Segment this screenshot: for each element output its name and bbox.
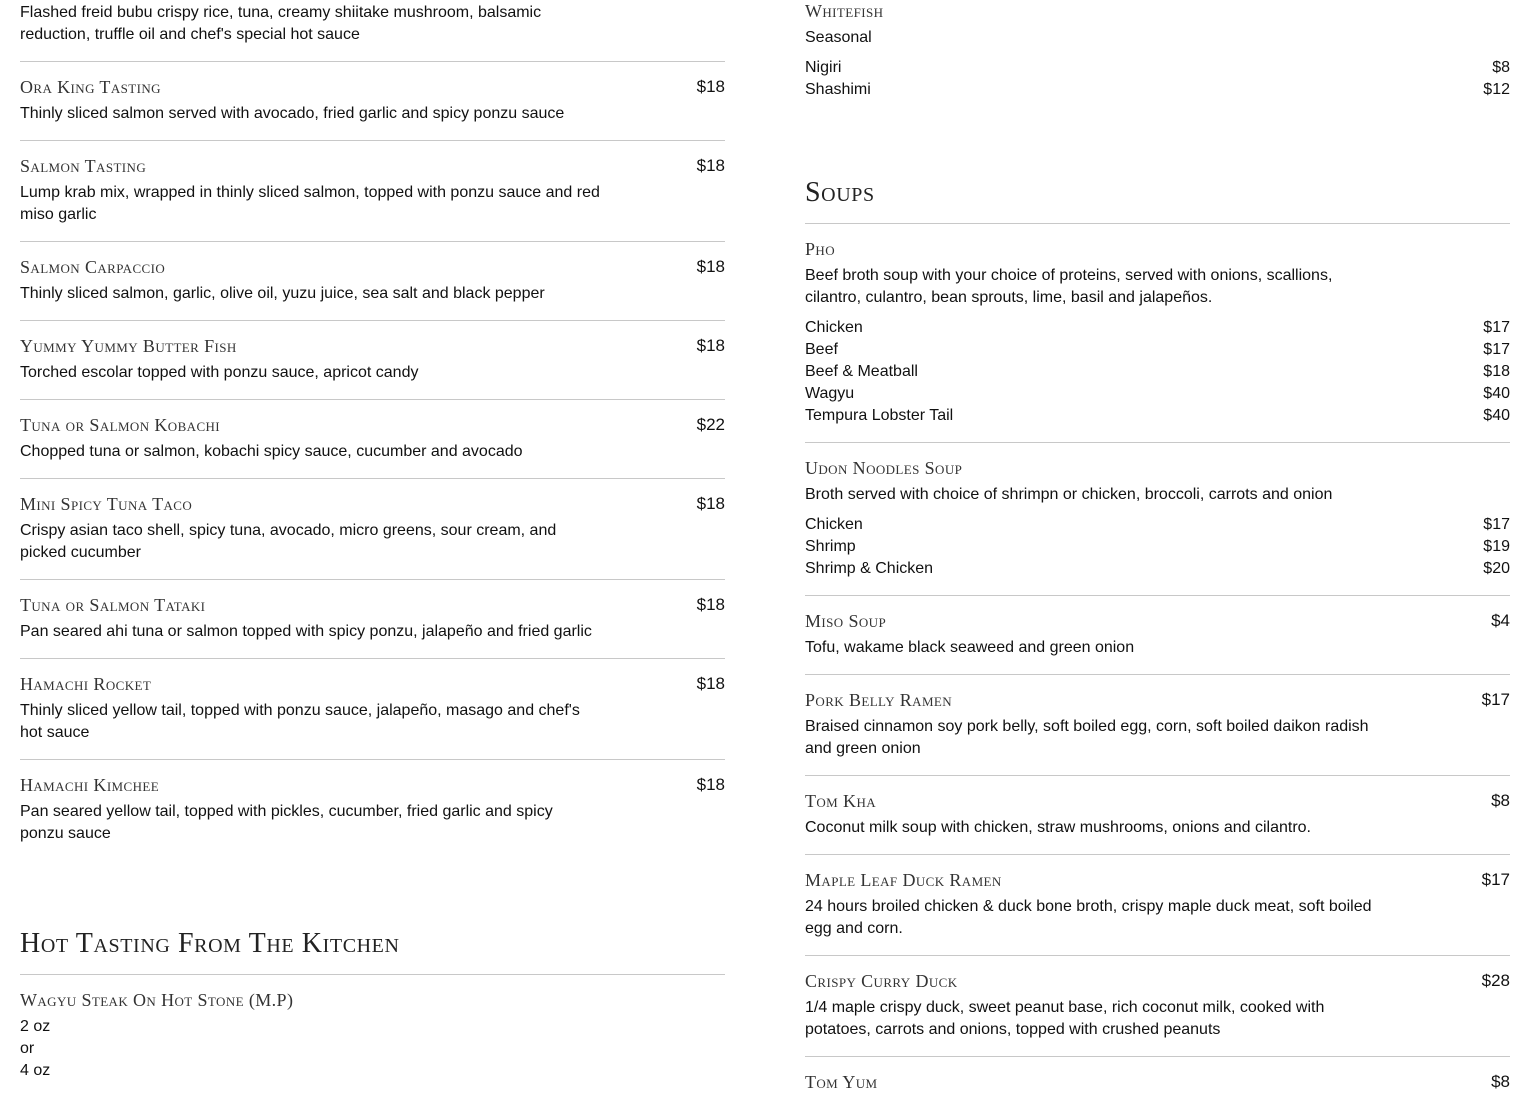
option-label: Chicken	[805, 516, 863, 533]
menu-column-right	[805, 0, 1510, 1108]
item-description: Beef broth soup with your choice of proteins, served with onions, scallions, cilantro, culantro, bean sprouts, lime, basil and jalapeños.	[805, 267, 1333, 306]
item-name: Tom Kha	[805, 791, 877, 811]
menu-item-tom-yum	[805, 1057, 1510, 1108]
option-label: Chicken	[805, 319, 863, 336]
menu-item-rice-tuna	[20, 2, 725, 62]
item-price: $22	[696, 415, 725, 434]
option-price: $8	[1492, 59, 1510, 76]
item-price: $18	[696, 494, 725, 513]
option-price: $19	[1483, 538, 1510, 555]
menu-column-left	[20, 0, 725, 1097]
item-price: $17	[1481, 870, 1510, 889]
menu-item-tom-kha	[805, 776, 1510, 855]
item-price: $18	[696, 156, 725, 175]
option-row	[805, 79, 1510, 101]
section-title-hot-tasting: Hot Tasting From The Kitchen	[20, 928, 725, 975]
option-row	[805, 339, 1510, 361]
item-description: Braised cinnamon soy pork belly, soft boiled egg, corn, soft boiled daikon radish and green onion	[805, 718, 1369, 757]
item-name: Udon Noodles Soup	[805, 458, 963, 478]
item-options	[805, 57, 1510, 101]
item-description: Seasonal	[805, 29, 872, 46]
item-description: Lump krab mix, wrapped in thinly sliced salmon, topped with ponzu sauce and red miso garlic	[20, 184, 600, 223]
menu-item-udon-noodles-soup	[805, 443, 1510, 596]
option-price: $40	[1483, 407, 1510, 424]
item-description: Thinly sliced yellow tail, topped with ponzu sauce, jalapeño, masago and chef's hot sauce	[20, 702, 580, 741]
section-title-soups: Soups	[805, 177, 1510, 224]
item-options	[805, 317, 1510, 427]
item-name: Pork Belly Ramen	[805, 690, 953, 710]
option-row	[805, 514, 1510, 536]
menu-item-miso-soup	[805, 596, 1510, 675]
menu-item-hamachi-kimchee	[20, 760, 725, 860]
option-label: Beef & Meatball	[805, 363, 918, 380]
item-name: Hamachi Rocket	[20, 674, 152, 694]
item-options	[805, 514, 1510, 580]
option-row	[805, 558, 1510, 580]
option-label: Beef	[805, 341, 838, 358]
option-price: $17	[1483, 341, 1510, 358]
item-price: $18	[696, 775, 725, 794]
option-row	[805, 361, 1510, 383]
menu-item-butter-fish	[20, 321, 725, 400]
option-price: $17	[1483, 319, 1510, 336]
item-description: Tofu, wakame black seaweed and green onion	[805, 639, 1135, 656]
item-price: $8	[1491, 1072, 1510, 1091]
menu-item-salmon-tasting	[20, 141, 725, 242]
option-price: $12	[1483, 81, 1510, 98]
item-description: Thinly sliced salmon served with avocado, fried garlic and spicy ponzu sauce	[20, 105, 565, 122]
item-price: $17	[1481, 690, 1510, 709]
item-options	[20, 1016, 725, 1082]
option-line: 4 oz	[20, 1062, 51, 1079]
menu-item-whitefish	[805, 0, 1510, 116]
item-description: Chopped tuna or salmon, kobachi spicy sauce, cucumber and avocado	[20, 443, 523, 460]
option-label: Wagyu	[805, 385, 855, 402]
item-description: Thinly sliced salmon, garlic, olive oil, yuzu juice, sea salt and black pepper	[20, 285, 545, 302]
item-description: Crispy asian taco shell, spicy tuna, avocado, micro greens, sour cream, and picked cucumber	[20, 522, 557, 561]
menu-item-kobachi	[20, 400, 725, 479]
item-price: $18	[696, 336, 725, 355]
item-name: Tuna or Salmon Tataki	[20, 595, 206, 615]
item-name: Pho	[805, 239, 835, 259]
menu-item-spicy-tuna-taco	[20, 479, 725, 580]
menu-item-tataki	[20, 580, 725, 659]
item-name: Tuna or Salmon Kobachi	[20, 415, 221, 435]
item-description: 1/4 maple crispy duck, sweet peanut base, rich coconut milk, cooked with potatoes, carrots and onions, topped with crushed peanuts	[805, 999, 1325, 1038]
item-name: Salmon Carpaccio	[20, 257, 166, 277]
item-name: Crispy Curry Duck	[805, 971, 958, 991]
item-name: Hamachi Kimchee	[20, 775, 160, 795]
item-name: Mini Spicy Tuna Taco	[20, 494, 193, 514]
option-line: 2 oz	[20, 1018, 51, 1035]
menu-item-wagyu-steak	[20, 975, 725, 1097]
item-name: Tom Yum	[805, 1072, 878, 1092]
option-row	[805, 57, 1510, 79]
item-name: Salmon Tasting	[20, 156, 147, 176]
item-price: $28	[1481, 971, 1510, 990]
item-name: Maple Leaf Duck Ramen	[805, 870, 1002, 890]
option-price: $40	[1483, 385, 1510, 402]
item-name: Miso Soup	[805, 611, 887, 631]
item-price: $18	[696, 674, 725, 693]
menu-item-pork-belly-ramen	[805, 675, 1510, 776]
option-label: Shrimp	[805, 538, 856, 555]
option-label: Shrimp & Chicken	[805, 560, 934, 577]
menu-item-crispy-curry-duck	[805, 956, 1510, 1057]
item-description: Coconut milk soup with chicken, straw mushrooms, onions and cilantro.	[805, 819, 1311, 836]
option-label: Tempura Lobster Tail	[805, 407, 954, 424]
menu-item-hamachi-rocket	[20, 659, 725, 760]
menu-item-salmon-carpaccio	[20, 242, 725, 321]
option-label: Nigiri	[805, 59, 842, 76]
item-price: $18	[696, 77, 725, 96]
item-price: $18	[696, 257, 725, 276]
item-name: Whitefish	[805, 1, 884, 21]
option-price: $17	[1483, 516, 1510, 533]
option-line: or	[20, 1040, 35, 1057]
option-row	[805, 317, 1510, 339]
option-row	[805, 383, 1510, 405]
option-price: $18	[1483, 363, 1510, 380]
item-name: Wagyu Steak On Hot Stone (M.P)	[20, 990, 294, 1010]
option-row	[805, 536, 1510, 558]
item-description: Torched escolar topped with ponzu sauce, apricot candy	[20, 364, 419, 381]
item-description: Pan seared yellow tail, topped with pickles, cucumber, fried garlic and spicy ponzu sauce	[20, 803, 553, 842]
item-name: Ora King Tasting	[20, 77, 161, 97]
menu-item-pho	[805, 224, 1510, 443]
item-description: Flashed freid bubu crispy rice, tuna, creamy shiitake mushroom, balsamic reduction, truffle oil and chef's special hot sauce	[20, 4, 542, 43]
menu-item-maple-leaf-duck-ramen	[805, 855, 1510, 956]
menu-item-ora-king-tasting	[20, 62, 725, 141]
item-description: Broth served with choice of shrimpn or chicken, broccoli, carrots and onion	[805, 486, 1333, 503]
item-price: $4	[1491, 611, 1510, 630]
item-name: Yummy Yummy Butter Fish	[20, 336, 237, 356]
option-label: Shashimi	[805, 81, 871, 98]
item-description: 24 hours broiled chicken & duck bone broth, crispy maple duck meat, soft boiled egg and corn.	[805, 898, 1372, 937]
item-price: $18	[696, 595, 725, 614]
item-description: Pan seared ahi tuna or salmon topped with spicy ponzu, jalapeño and fried garlic	[20, 623, 592, 640]
item-price: $8	[1491, 791, 1510, 810]
option-row	[805, 405, 1510, 427]
option-price: $20	[1483, 560, 1510, 577]
